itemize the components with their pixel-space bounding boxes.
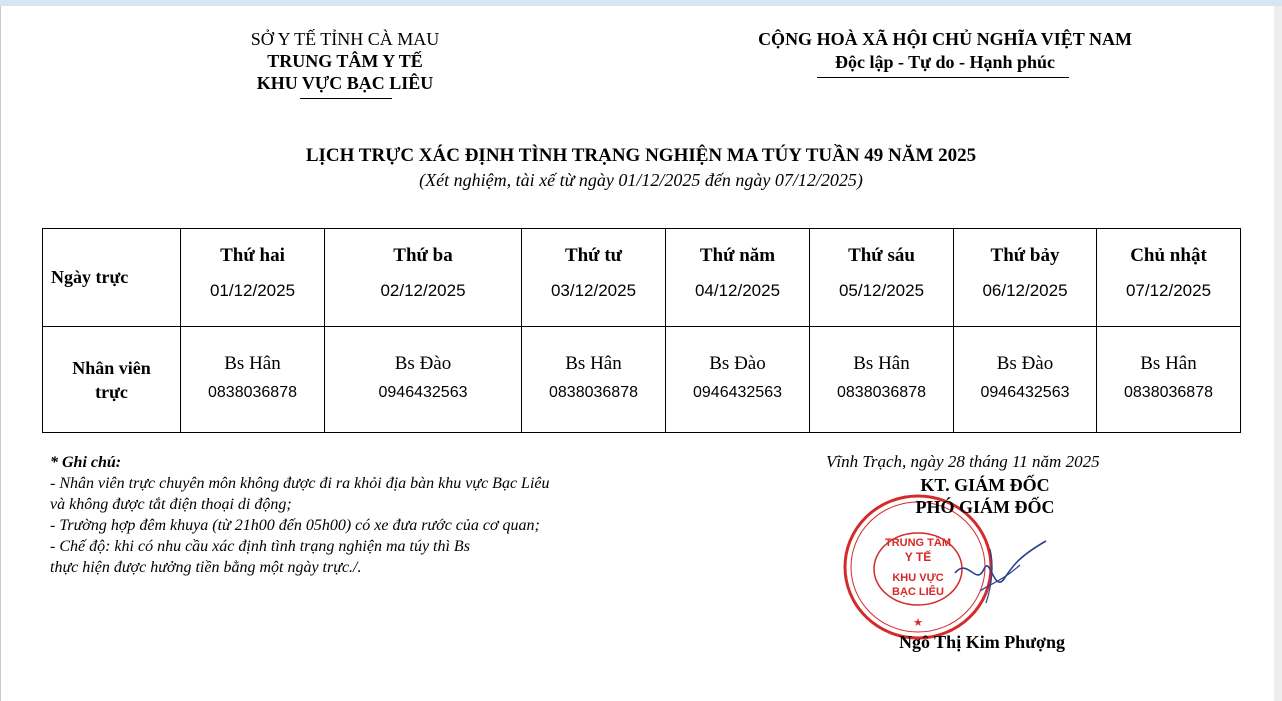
note-line: và không được tắt điện thoại di động; [50, 496, 292, 513]
staff-cell [325, 327, 522, 433]
day-name: Thứ sáu [848, 245, 915, 266]
stamp-line3: KHU VỰC [892, 572, 944, 584]
notes-heading: * Ghi chú: [50, 454, 122, 471]
staff-name: Bs Hân [853, 353, 910, 374]
staff-phone: 0838036878 [208, 384, 297, 401]
signer-role-deputy: KT. GIÁM ĐỐC [920, 475, 1050, 495]
day-name: Chủ nhật [1130, 245, 1207, 266]
staff-name: Bs Hân [224, 353, 281, 374]
day-cell [522, 229, 666, 327]
staff-cell [666, 327, 810, 433]
agency-parent: SỞ Y TẾ TỈNH CÀ MAU [250, 29, 440, 49]
staff-cell [181, 327, 325, 433]
national-header [700, 28, 1190, 74]
row-label-staff [43, 327, 181, 433]
duty-schedule-table [42, 228, 1241, 433]
staff-phone: 0946432563 [693, 384, 782, 401]
table-row-staff [43, 327, 1241, 433]
row-label-staff-line1: Nhân viên [72, 357, 151, 378]
note-line: - Chế độ: khi có nhu cầu xác định tình trạng nghiện ma túy thì Bs [50, 538, 470, 555]
day-date: 03/12/2025 [550, 281, 637, 300]
note-line: thực hiện được hưởng tiền bằng một ngày trực./. [50, 559, 362, 576]
day-name: Thứ bảy [990, 245, 1060, 266]
staff-cell [522, 327, 666, 433]
signer-name: Ngô Thị Kim Phượng [899, 632, 1065, 652]
staff-phone: 0838036878 [1124, 384, 1213, 401]
staff-name: Bs Đào [394, 353, 452, 374]
place-date: Vĩnh Trạch, ngày 28 tháng 11 năm 2025 [826, 452, 1100, 471]
day-date: 07/12/2025 [1125, 281, 1212, 300]
page-left-edge [0, 6, 1, 701]
note-line: - Trường hợp đêm khuya (từ 21h00 đến 05h00) có xe đưa rước của cơ quan; [50, 517, 540, 534]
motto-underline [817, 77, 1069, 78]
staff-phone: 0946432563 [980, 384, 1070, 401]
signer-role-vice-director: PHÓ GIÁM ĐỐC [915, 497, 1055, 517]
day-cell [181, 229, 325, 327]
handwritten-signature [950, 535, 1050, 605]
staff-phone: 0838036878 [837, 384, 926, 401]
note-line: - Nhân viên trực chuyên môn không được đi ra khỏi địa bàn khu vực Bạc Liêu [50, 475, 550, 492]
staff-phone: 0946432563 [378, 384, 468, 401]
national-motto: Độc lập - Tự do - Hạnh phúc [834, 52, 1056, 72]
staff-name: Bs Đào [996, 353, 1054, 374]
day-cell [325, 229, 522, 327]
document-subtitle: (Xét nghiệm, tài xế từ ngày 01/12/2025 đến ngày 07/12/2025) [419, 170, 863, 190]
notes-block [50, 452, 550, 578]
national-title: CỘNG HOÀ XÃ HỘI CHỦ NGHĨA VIỆT NAM [758, 29, 1132, 49]
agency-underline [300, 98, 392, 99]
day-date: 01/12/2025 [209, 281, 296, 300]
stamp-line2: Y TẾ [904, 550, 932, 564]
day-date: 06/12/2025 [982, 281, 1068, 300]
table-row-days [43, 229, 1241, 327]
staff-name: Bs Hân [565, 353, 622, 374]
agency-name: TRUNG TÂM Y TẾ [267, 51, 423, 71]
vertical-scrollbar[interactable] [1274, 6, 1282, 701]
day-cell [1097, 229, 1241, 327]
day-name: Thứ năm [699, 245, 776, 266]
stamp-line1: TRUNG TÂM [885, 537, 951, 549]
day-date: 05/12/2025 [838, 281, 925, 300]
day-date: 02/12/2025 [380, 281, 466, 300]
day-name: Thứ hai [220, 245, 285, 266]
document-title: LỊCH TRỰC XÁC ĐỊNH TÌNH TRẠNG NGHIỆN MA TÚY TUẦN 49 NĂM 2025 [305, 145, 977, 166]
agency-area: KHU VỰC BẠC LIÊU [256, 73, 434, 93]
day-cell [666, 229, 810, 327]
day-cell [954, 229, 1097, 327]
row-label-staff-line2: trực [95, 381, 128, 402]
staff-cell [1097, 327, 1241, 433]
staff-name: Bs Đào [709, 353, 766, 374]
stamp-star-icon: ★ [913, 617, 923, 629]
staff-phone: 0838036878 [549, 384, 638, 401]
staff-cell [954, 327, 1097, 433]
staff-name: Bs Hân [1140, 353, 1197, 374]
day-name: Thứ tư [564, 245, 623, 266]
agency-header [195, 28, 495, 94]
staff-cell [810, 327, 954, 433]
window-top-bar [0, 0, 1282, 6]
row-label-duty-day: Ngày trực [43, 229, 181, 327]
stamp-line4: BẠC LIÊU [892, 586, 944, 598]
day-cell [810, 229, 954, 327]
day-date: 04/12/2025 [694, 281, 781, 300]
day-name: Thứ ba [393, 245, 453, 266]
